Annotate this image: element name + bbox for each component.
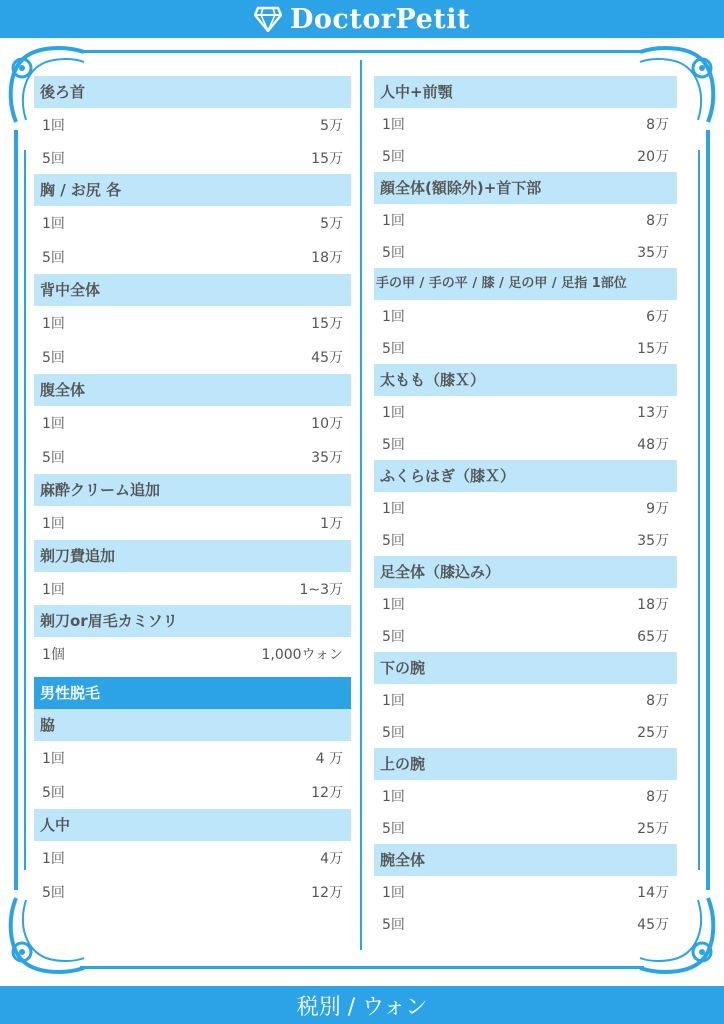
row-price: 45万 <box>637 917 669 933</box>
row-label: 1回 <box>42 416 65 432</box>
section-title: 手の甲 / 手の平 / 膝 / 足の甲 / 足指 1部位 <box>374 268 677 300</box>
price-row <box>34 141 351 174</box>
price-section <box>374 844 677 940</box>
row-label: 1回 <box>382 885 405 901</box>
price-section <box>374 652 677 748</box>
row-price: 8万 <box>646 117 669 133</box>
price-section <box>374 268 677 364</box>
row-label: 5回 <box>42 150 65 167</box>
price-row <box>34 340 351 374</box>
price-section <box>374 460 677 556</box>
row-price: 12万 <box>311 785 343 801</box>
price-row <box>34 240 351 274</box>
row-label: 5回 <box>382 149 405 165</box>
price-section <box>374 364 677 460</box>
price-row <box>374 204 677 236</box>
row-label: 5回 <box>42 885 65 901</box>
price-section <box>34 540 351 605</box>
price-row <box>34 108 351 141</box>
price-section <box>374 172 677 268</box>
price-row <box>34 440 351 474</box>
row-label: 1回 <box>382 693 405 709</box>
row-label: 5回 <box>382 821 405 837</box>
row-price: 35万 <box>311 450 343 466</box>
row-label: 5回 <box>382 629 405 645</box>
row-label: 1回 <box>42 516 65 532</box>
section-title: 太もも（膝Ｘ） <box>374 364 677 396</box>
section-title: 麻酔クリーム追加 <box>34 474 351 506</box>
row-label: 1回 <box>42 751 65 767</box>
price-row <box>374 812 677 844</box>
row-label: 1回 <box>42 316 65 332</box>
frame-top-line <box>80 50 644 53</box>
section-title: 下の腕 <box>374 652 677 684</box>
price-row <box>34 306 351 340</box>
row-price: 14万 <box>637 885 669 901</box>
row-price: 25万 <box>637 821 669 837</box>
row-label: 5回 <box>42 785 65 801</box>
row-price: 1万 <box>320 516 343 532</box>
section-title: 剃刀or眉毛カミソリ <box>34 605 351 637</box>
row-price: 6万 <box>646 309 669 325</box>
row-price: 8万 <box>646 213 669 229</box>
row-label: 1回 <box>382 117 405 133</box>
row-price: 15万 <box>637 341 669 357</box>
row-price: 12万 <box>311 885 343 901</box>
row-label: 5回 <box>42 450 65 466</box>
section-title: 人中 <box>34 809 351 841</box>
price-row <box>374 876 677 908</box>
header-bar <box>0 0 724 38</box>
price-row <box>34 637 351 671</box>
price-row <box>374 108 677 140</box>
row-label: 1個 <box>42 647 65 663</box>
price-row <box>374 332 677 364</box>
price-section <box>34 174 351 274</box>
row-price: 18万 <box>311 250 343 266</box>
row-price: 5万 <box>320 117 343 134</box>
row-price: 1,000ウォン <box>261 647 343 663</box>
price-row <box>374 428 677 460</box>
price-row <box>34 572 351 605</box>
price-column-right <box>374 76 677 940</box>
row-price: 1~3万 <box>299 581 343 598</box>
row-label: 5回 <box>382 341 405 357</box>
section-title: 腹全体 <box>34 374 351 406</box>
row-label: 5回 <box>382 533 405 549</box>
price-row <box>374 300 677 332</box>
tax-note: 税別 / ウォン <box>296 994 428 1020</box>
price-row <box>374 908 677 940</box>
price-column-left <box>34 76 351 909</box>
row-price: 15万 <box>311 316 343 332</box>
row-price: 35万 <box>637 533 669 549</box>
male-section-heading: 男性脱毛 <box>34 677 351 709</box>
row-price: 15万 <box>311 150 343 167</box>
price-section <box>374 748 677 844</box>
frame-bottom-line <box>80 966 644 969</box>
row-label: 1回 <box>382 501 405 517</box>
price-row <box>374 236 677 268</box>
section-title: 後ろ首 <box>34 76 351 108</box>
price-section <box>374 556 677 652</box>
price-section <box>34 374 351 474</box>
price-row <box>374 684 677 716</box>
price-section <box>374 76 677 172</box>
brand-name: DoctorPetit <box>289 3 471 35</box>
section-title: 剃刀費追加 <box>34 540 351 572</box>
row-label: 1回 <box>382 309 405 325</box>
section-title: 脇 <box>34 709 351 741</box>
price-row <box>34 206 351 240</box>
price-row <box>374 492 677 524</box>
row-price: 35万 <box>637 245 669 261</box>
column-divider <box>360 60 362 950</box>
price-row <box>34 875 351 909</box>
row-label: 1回 <box>382 213 405 229</box>
price-row <box>374 716 677 748</box>
section-title: ふくらはぎ（膝Ｘ） <box>374 460 677 492</box>
row-label: 1回 <box>42 216 65 232</box>
price-section <box>34 809 351 909</box>
section-title: 人中+前顎 <box>374 76 677 108</box>
price-row <box>34 506 351 540</box>
row-label: 1回 <box>382 405 405 421</box>
row-label: 1回 <box>42 581 65 598</box>
row-price: 48万 <box>637 437 669 453</box>
section-title: 上の腕 <box>374 748 677 780</box>
row-price: 65万 <box>637 629 669 645</box>
row-label: 5回 <box>42 250 65 266</box>
row-price: 18万 <box>637 597 669 613</box>
row-price: 4万 <box>320 851 343 867</box>
frame-left-line <box>14 130 18 890</box>
brand-logo <box>254 4 470 35</box>
price-row <box>34 841 351 875</box>
section-title: 胸 / お尻 各 <box>34 174 351 206</box>
row-label: 1回 <box>382 597 405 613</box>
row-price: 5万 <box>320 216 343 232</box>
section-title: 背中全体 <box>34 274 351 306</box>
row-label: 5回 <box>382 437 405 453</box>
row-price: 25万 <box>637 725 669 741</box>
row-price: 13万 <box>637 405 669 421</box>
price-section <box>34 605 351 671</box>
price-row <box>374 396 677 428</box>
row-label: 5回 <box>42 350 65 366</box>
frame-left-line-inner <box>24 150 26 870</box>
row-label: 5回 <box>382 245 405 261</box>
row-price: 9万 <box>646 501 669 517</box>
price-row <box>374 620 677 652</box>
row-price: 45万 <box>311 350 343 366</box>
row-price: 10万 <box>311 416 343 432</box>
price-section <box>34 709 351 809</box>
price-row <box>34 406 351 440</box>
section-title: 腕全体 <box>374 844 677 876</box>
price-section <box>34 76 351 174</box>
section-title: 足全体（膝込み） <box>374 556 677 588</box>
row-price: 20万 <box>637 149 669 165</box>
frame-right-line <box>706 130 710 890</box>
footer-bar <box>0 986 724 1024</box>
row-price: 4 万 <box>315 751 343 767</box>
row-label: 5回 <box>382 725 405 741</box>
row-price: 8万 <box>646 789 669 805</box>
price-section <box>34 274 351 374</box>
diamond-icon <box>254 6 282 32</box>
row-label: 1回 <box>42 117 65 134</box>
row-label: 1回 <box>382 789 405 805</box>
price-row <box>34 741 351 775</box>
section-title: 顔全体(額除外)+首下部 <box>374 172 677 204</box>
price-row <box>34 775 351 809</box>
price-row <box>374 588 677 620</box>
price-section <box>34 474 351 540</box>
price-row <box>374 780 677 812</box>
price-row <box>374 140 677 172</box>
row-label: 5回 <box>382 917 405 933</box>
row-price: 8万 <box>646 693 669 709</box>
row-label: 1回 <box>42 851 65 867</box>
frame-right-line-inner <box>698 150 700 870</box>
price-row <box>374 524 677 556</box>
